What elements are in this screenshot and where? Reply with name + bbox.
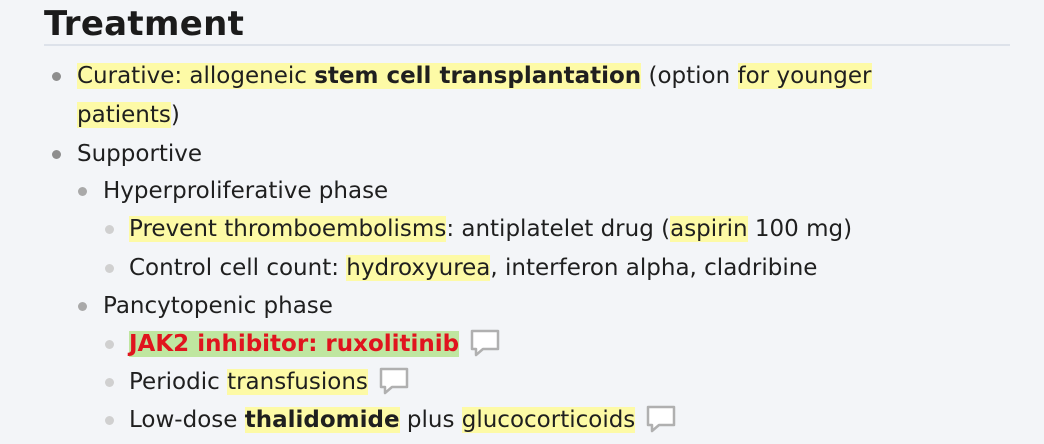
control-rest: , interferon alpha, cladribine — [490, 255, 818, 281]
thalidomide-bold: thalidomide — [244, 407, 400, 433]
bullet — [52, 150, 61, 159]
list-item-pancytopenic — [103, 289, 333, 323]
bullet — [105, 264, 114, 273]
list-item-curative-cont — [77, 98, 180, 132]
prevent-drug: aspirin — [670, 216, 748, 242]
pancytopenic-label: Pancytopenic phase — [103, 293, 333, 319]
bullet — [105, 225, 114, 234]
bullet — [105, 378, 114, 387]
bullet — [78, 302, 87, 311]
thalidomide-highlight: glucocorticoids — [461, 407, 636, 433]
prevent-highlight: Prevent thromboembolisms — [129, 216, 447, 242]
prevent-dose: 100 mg) — [747, 216, 853, 242]
list-item-thalidomide — [129, 403, 677, 437]
section-divider — [44, 44, 1010, 46]
curative-bold: stem cell transplantation — [314, 63, 642, 89]
curative-mid: (option — [641, 63, 738, 89]
curative-prefix: Curative: allogeneic — [77, 63, 315, 89]
control-prefix: Control cell count: — [129, 255, 347, 281]
bullet — [105, 340, 114, 349]
list-item-transfusions — [129, 365, 410, 399]
comment-bubble-icon[interactable] — [645, 404, 677, 434]
list-item-hyperproliferative — [103, 174, 388, 208]
bullet — [78, 187, 87, 196]
thalidomide-prefix: Low-dose — [129, 407, 245, 433]
comment-bubble-icon[interactable] — [469, 328, 501, 358]
section-title: Treatment — [44, 4, 245, 44]
list-item-control — [129, 251, 817, 285]
jak2-label: JAK2 inhibitor: ruxolitinib — [129, 331, 460, 357]
comment-bubble-icon[interactable] — [378, 366, 410, 396]
supportive-label: Supportive — [77, 141, 203, 167]
transfusions-highlight: transfusions — [227, 369, 368, 395]
list-item-curative — [77, 59, 872, 93]
list-item-prevent — [129, 212, 852, 246]
hyperproliferative-label: Hyperproliferative phase — [103, 178, 389, 204]
list-item-jak2 — [129, 327, 501, 361]
bullet — [52, 72, 61, 81]
transfusions-prefix: Periodic — [129, 369, 228, 395]
prevent-mid: : antiplatelet drug ( — [446, 216, 671, 242]
curative-close: ) — [170, 102, 180, 128]
list-item-supportive — [77, 137, 202, 171]
curative-highlight: for younger — [737, 63, 872, 89]
bullet — [105, 416, 114, 425]
curative-line2: patients — [77, 102, 171, 128]
control-drug: hydroxyurea — [346, 255, 491, 281]
thalidomide-mid: plus — [399, 407, 462, 433]
